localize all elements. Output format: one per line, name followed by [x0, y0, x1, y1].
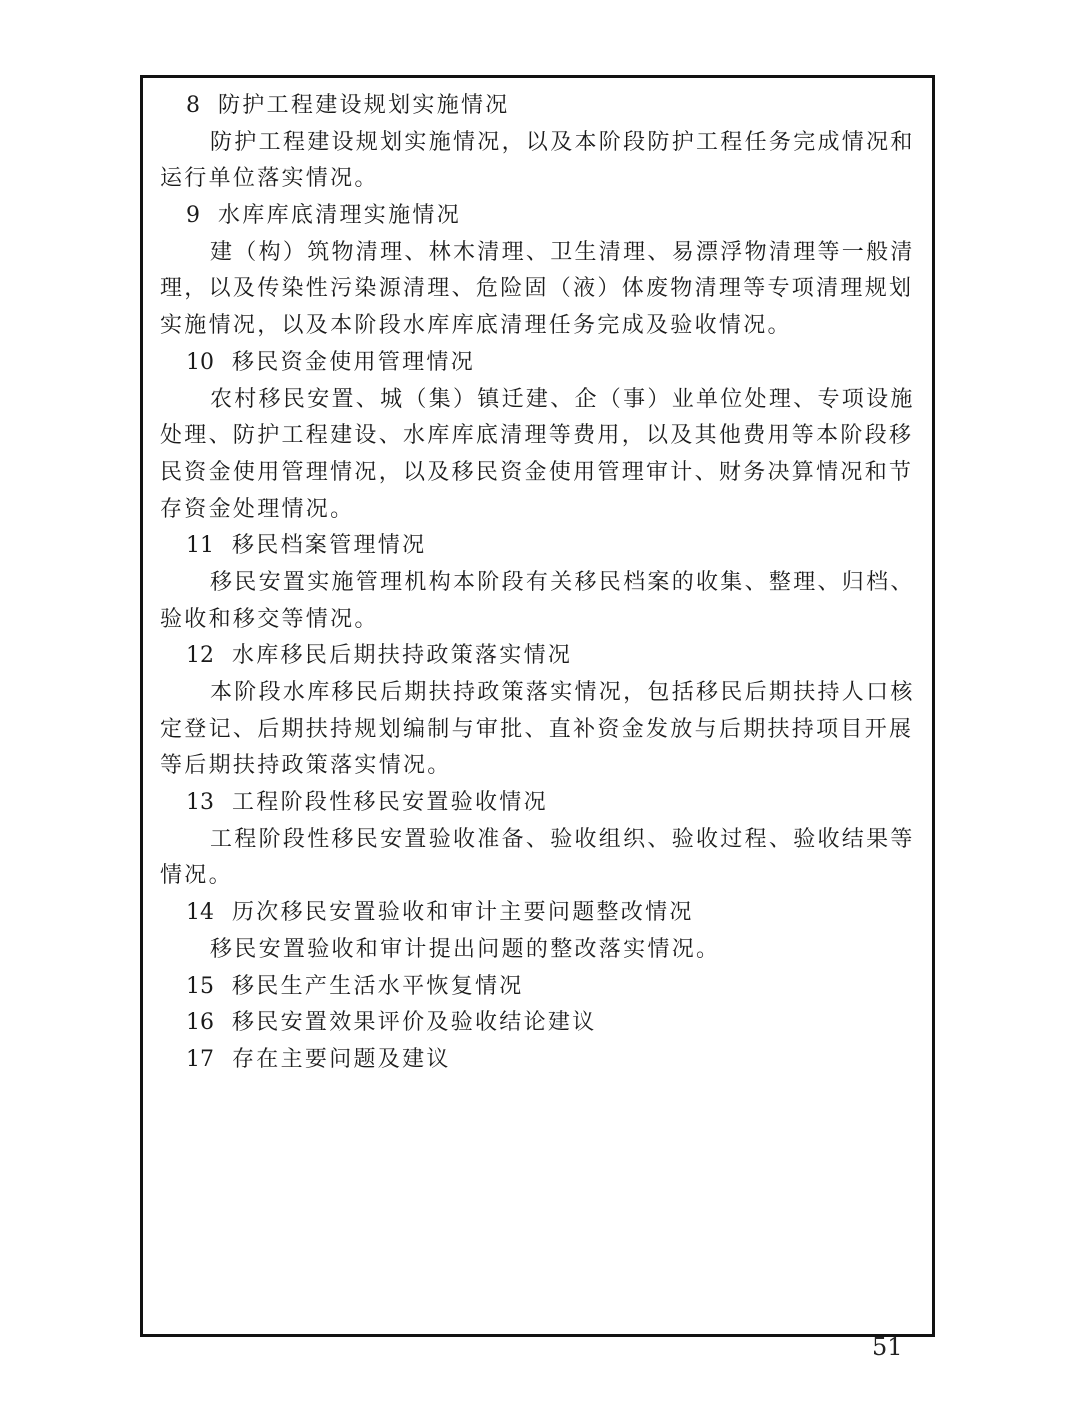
section-title: 移民安置效果评价及验收结论建议: [232, 1010, 597, 1036]
section-number: 11: [186, 533, 214, 559]
section-number: 14: [186, 900, 214, 926]
section-title: 水库移民后期扶持政策落实情况: [232, 643, 573, 669]
paragraph-line: 理，以及传染性污染源清理、危险固（液）体废物清理等专项清理规划: [160, 276, 914, 302]
section-heading: [160, 198, 920, 235]
paragraph-line: 农村移民安置、城（集）镇迁建、企（事）业单位处理、专项设施: [210, 386, 915, 412]
paragraph-line: 等后期扶持政策落实情况。: [160, 753, 452, 779]
section-heading: [160, 1042, 920, 1079]
section-number: 12: [186, 643, 214, 669]
section-heading: [160, 785, 920, 822]
paragraph-line: 工程阶段性移民安置验收准备、验收组织、验收过程、验收结果等: [210, 826, 915, 852]
section-number: 15: [186, 973, 214, 999]
document-body: [160, 88, 920, 1079]
paragraph-line: 实施情况，以及本阶段水库库底清理任务完成及验收情况。: [160, 313, 792, 339]
section-title: 移民资金使用管理情况: [232, 349, 476, 375]
section-number: 17: [186, 1046, 214, 1072]
paragraph-line: 建（构）筑物清理、林木清理、卫生清理、易漂浮物清理等一般清: [210, 239, 915, 265]
section-title: 存在主要问题及建议: [232, 1046, 451, 1072]
paragraph-line: 民资金使用管理情况，以及移民资金使用管理审计、财务决算情况和节: [160, 459, 914, 485]
section-title: 历次移民安置验收和审计主要问题整改情况: [232, 900, 694, 926]
paragraph-line: 处理、防护工程建设、水库库底清理等费用，以及其他费用等本阶段移: [160, 423, 914, 449]
section-title: 防护工程建设规划实施情况: [218, 93, 510, 118]
section-heading: [160, 88, 920, 125]
section-heading: [160, 969, 920, 1006]
section-15: [160, 969, 920, 1006]
paragraph-line: 存资金处理情况。: [160, 496, 355, 522]
section-title: 水库库底清理实施情况: [218, 203, 462, 229]
section-14: [160, 895, 920, 968]
section-17: [160, 1042, 920, 1079]
section-heading: [160, 345, 920, 382]
section-number: 13: [186, 790, 214, 816]
section-heading: [160, 1005, 920, 1042]
page-number: 51: [872, 1333, 903, 1361]
section-16: [160, 1005, 920, 1042]
paragraph-line: 移民安置实施管理机构本阶段有关移民档案的收集、整理、归档、: [210, 569, 915, 595]
section-number: 16: [186, 1010, 214, 1036]
section-title: 移民生产生活水平恢复情况: [232, 973, 524, 999]
section-title: 移民档案管理情况: [232, 533, 427, 559]
section-9: [160, 198, 920, 345]
section-title: 工程阶段性移民安置验收情况: [232, 790, 548, 816]
paragraph-line: 本阶段水库移民后期扶持政策落实情况，包括移民后期扶持人口核: [210, 680, 915, 705]
section-13: [160, 785, 920, 895]
section-number: 8: [186, 93, 200, 118]
section-number: 10: [186, 349, 214, 375]
section-8: [160, 88, 920, 198]
paragraph-line: 运行单位落实情况。: [160, 166, 379, 192]
paragraph-line: 情况。: [160, 863, 233, 889]
paragraph-line: 防护工程建设规划实施情况，以及本阶段防护工程任务完成情况和: [210, 129, 915, 155]
section-heading: [160, 638, 920, 675]
paragraph-line: 定登记、后期扶持规划编制与审批、直补资金发放与后期扶持项目开展: [160, 716, 914, 742]
section-10: [160, 345, 920, 528]
section-heading: [160, 528, 920, 565]
section-heading: [160, 895, 920, 932]
paragraph-line: 验收和移交等情况。: [160, 606, 379, 632]
section-12: [160, 638, 920, 785]
paragraph-line: 移民安置验收和审计提出问题的整改落实情况。: [210, 936, 721, 962]
section-11: [160, 528, 920, 638]
section-number: 9: [186, 203, 200, 229]
